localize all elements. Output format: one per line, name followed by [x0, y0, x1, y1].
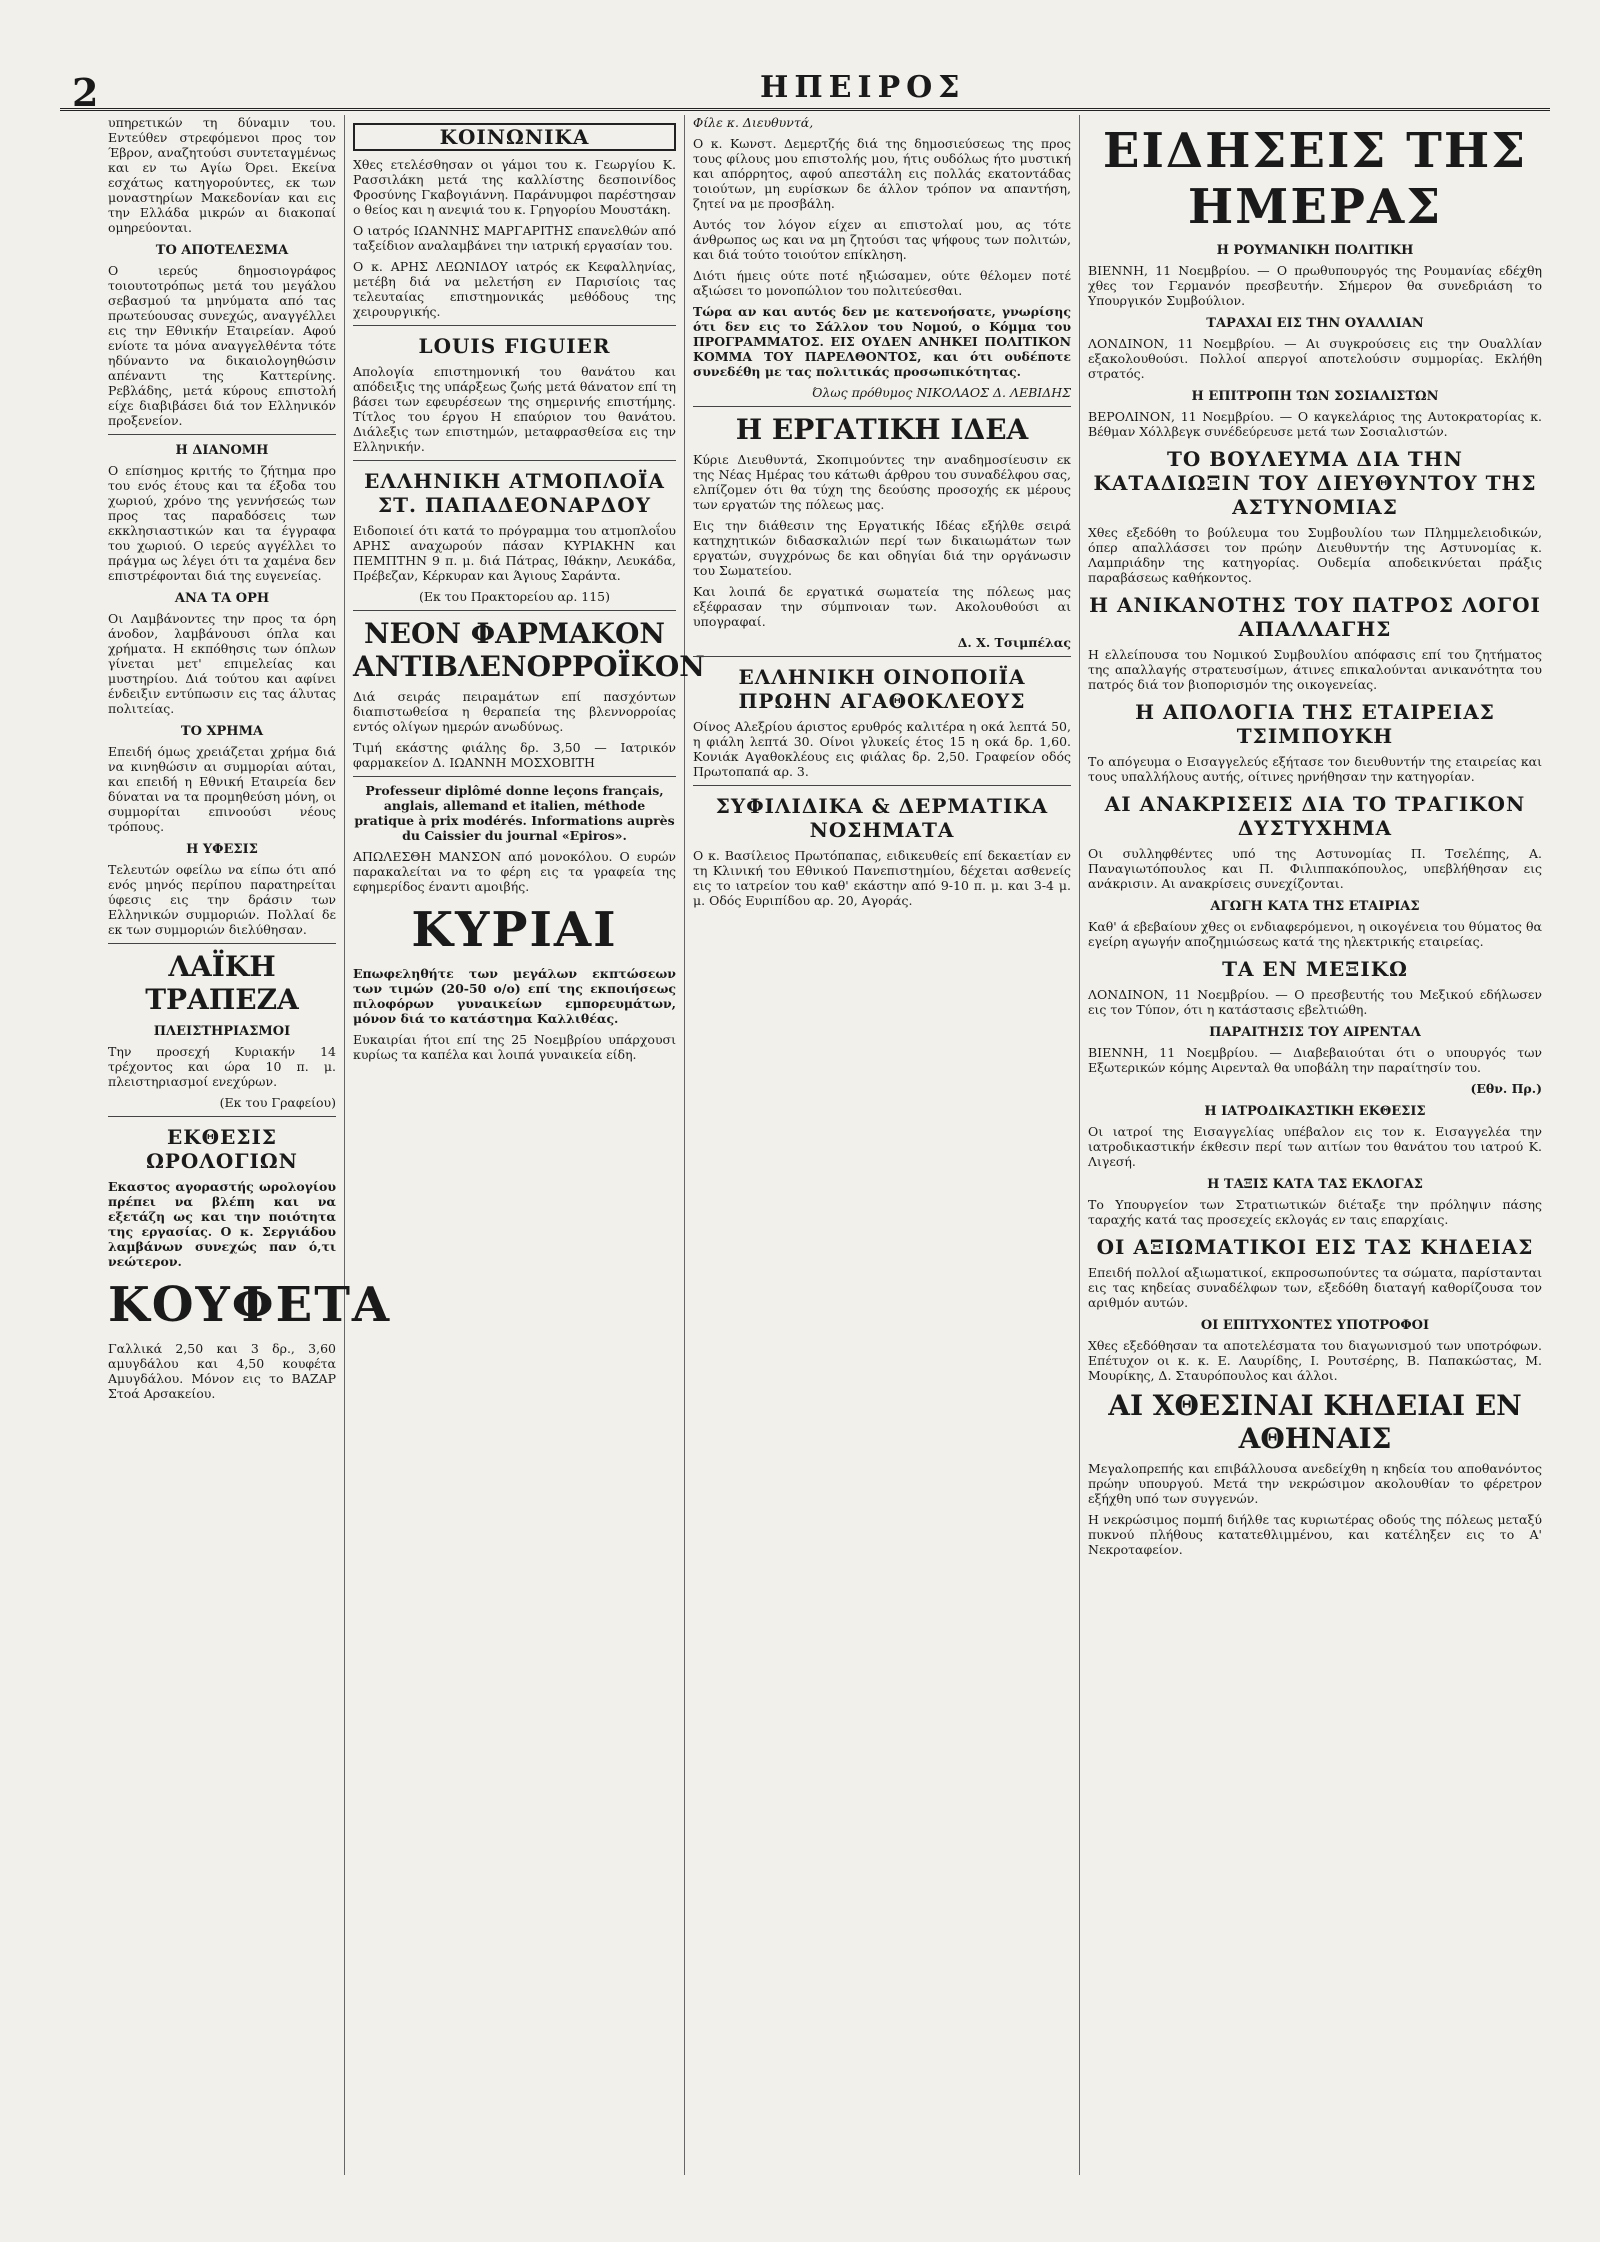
- news-heading: Η ΑΝΙΚΑΝΟΤΗΣ ΤΟΥ ΠΑΤΡΟΣ ΛΟΓΟΙ ΑΠΑΛΛΑΓΗΣ: [1089, 593, 1541, 641]
- section-heading: LOUIS FIGUIER: [418, 334, 611, 358]
- article-paragraph: Εις την διάθεσιν της Εργατικής Ιδέας εξήλθε σειρά κατηχητικών διδασκαλιών περί των δικαιωμάτων των εργατών, συγχρόνως δε και οδηγίαι διά την οργάνωσιν του Σωματείου.: [693, 518, 1071, 578]
- ad-text: Οίνος Αλεξρίου άριστος ερυθρός καλιτέρα η οκά λεπτά 50, η φιάλη λεπτά 30. Οίνοι γλυκείς έτος 15 η οκά δρ. 1,60. Κονιάκ Αγαθοκλέους εις φιάλας δρ. 2,50. Γραφείον οδός Πρωτοπαπά αρ. 3.: [693, 719, 1071, 779]
- news-heading: ΑΓΩΓΗ ΚΑΤΑ ΤΗΣ ΕΤΑΙΡΙΑΣ: [1210, 899, 1420, 914]
- article-signature: Δ. Χ. Τσιμπέλας: [957, 635, 1071, 650]
- divider: [353, 610, 676, 611]
- article-columns: [100, 115, 1550, 2175]
- ad-text: Ευκαιρίαι ήτοι επί της 25 Νοεμβρίου υπάρχουσι κυρίως τα καπέλα και λοιπά γυναικεία είδη.: [353, 1032, 676, 1062]
- article-paragraph: Επειδή όμως χρειάζεται χρήμα διά να κινηθώσιν αι συμμορίαι αύται, και επειδή η Εθνική Εταιρεία δεν δύναται να τα προμηθεύση μόνη, οι συμμορίται επινοούσι νέους τρόπους.: [108, 744, 336, 834]
- news-heading: ΟΙ ΕΠΙΤΥΧΟΝΤΕΣ ΥΠΟΤΡΟΦΟΙ: [1200, 1318, 1430, 1333]
- ad-title-watches: ΕΚΘΕΣΙΣ ΩΡΟΛΟΓΙΩΝ: [146, 1125, 298, 1173]
- section-heading: ΑΝΑ ΤΑ ΟΡΗ: [174, 591, 270, 606]
- ad-text: Επωφεληθήτε των μεγάλων εκπτώσεων των τιμών (20-50 ο/ο) επί της εκποιήσεως πιλοφόρων γυναικείων εμπορευμάτων, μόνον διά το κατάστημα Καλλιθέας.: [353, 966, 676, 1026]
- page-number: 2: [72, 70, 99, 115]
- news-paragraph: Επειδή πολλοί αξιωματικοί, εκπροσωπούντες τα σώματα, παρίστανται εις τας κηδείας συναδέλφων των, εξεδόθη διαταγή καθορίζουσα τον αριθμόν αυτών.: [1088, 1265, 1542, 1310]
- article-paragraph: Ο επίσημος κριτής το ζήτημα προ του ενός έτους και τα έξοδα του χωριού, χρόνο της γεννήσεώς των προς τας παραδόσεις των εκκλησιαστικών και τα έγγραφα του χωριού. Ο ιερεύς αγγέλλει το πράγμα ως λέγει ότι τα χαμένα δεν επιστρέφονται διά της ευγενείας.: [108, 463, 336, 583]
- ad-title-kyriai: ΚΥΡΙΑΙ: [411, 902, 618, 958]
- section-heading-social: ΚΟΙΝΩΝΙΚΑ: [353, 123, 676, 151]
- news-paragraph: Χθες εξεδόθησαν τα αποτελέσματα του διαγωνισμού των υποτρόφων. Επέτυχον οι κ. κ. Ε. Λαυρίδης, Ι. Ρουτσέρης, Β. Παπακώστας, Μ. Μουρίκης, Δ. Σταυρόπουλος και άλλοι.: [1088, 1338, 1542, 1383]
- news-paragraph: Η νεκρώσιμος πομπή διήλθε τας κυριωτέρας οδούς της πόλεως μεταξύ πυκνού πλήθους κατατεθλιμμένου, και κατέληξεν εις το Α' Νεκροταφείον.: [1088, 1512, 1542, 1557]
- ad-text-lessons: Professeur diplômé donne leçons français, anglais, allemand et italien, méthode pratique à prix modérés. Informations auprès du Caissier du journal «Epiros».: [354, 783, 675, 843]
- ad-title-steamship: ΕΛΛΗΝΙΚΗ ΑΤΜΟΠΛΟΪΑ ΣΤ. ΠΑΠΑΔΕΟΝΑΡΔΟΥ: [364, 469, 665, 517]
- article-paragraph: Αυτός τον λόγον είχεν αι επιστολαί μου, ας τότε άνθρωπος ως και να μη ζητούσι τας ψήφους των πολιτών, και διά τούτο τοιούτον επίκληση.: [693, 217, 1071, 262]
- ad-title-laiki-trapeza: ΛΑΪΚΗ ΤΡΑΠΕΖΑ: [145, 950, 299, 1016]
- news-paragraph: ΒΙΕΝΝΗ, 11 Νοεμβρίου. — Διαβεβαιούται ότι ο υπουργός των Εξωτερικών κόμης Αιρενταλ θα υποβάλη την παραίτησίν του.: [1088, 1045, 1542, 1075]
- news-paragraph: Οι συλληφθέντες υπό της Αστυνομίας Π. Τσελέπης, Α. Παναγιωτόπουλος και Π. Φιλιππακόπουλος, υπεβλήθησαν εις ανάκρισιν. Αι ανακρίσεις συνεχίζονται.: [1088, 846, 1542, 891]
- ad-title-medicine: ΝΕΟΝ ΦΑΡΜΑΚΟΝ ΑΝΤΙΒΛΕΝΟΡΡΟΪΚΟΝ: [353, 617, 705, 683]
- masthead: [60, 70, 1550, 115]
- news-paragraph: Μεγαλοπρεπής και επιβάλλουσα ανεδείχθη η κηδεία του αποθανόντος πρώην υπουργού. Μετά την νεκρώσιμον ακολουθίαν το φέρετρον εξήχθη υπό των συγγενών.: [1088, 1461, 1542, 1506]
- article-paragraph: Απολογία επιστημονική του θανάτου και απόδειξις της υπάρξεως ζωής μετά θάνατον επί τη βάσει των εφευρέσεων της σημερινής επιστήμης. Τίτλος του έργου Η επαύριον του θανάτου. Διάλεξις των επιστημών, μεταφρασθείσα εις την Ελληνικήν.: [353, 364, 676, 454]
- article-intro: υπηρετικών τη δύναμιν του. Εντεύθεν στρεφόμενοι προς τον Έβρον, αναζητούσι συντεταγμένως και εν τω Αγίω Όρει. Εκείνα εσχάτως κατηγορούντες, εκ των μοναστηρίων Μακεδονίαν και εις την Ελλάδα μικρών αι διακοπαί ομηρεύονται.: [108, 115, 336, 235]
- news-heading: ΑΙ ΑΝΑΚΡΙΣΕΙΣ ΔΙΑ ΤΟ ΤΡΑΓΙΚΟΝ ΔΥΣΤΥΧΗΜΑ: [1104, 792, 1526, 840]
- news-heading: Η ΡΟΥΜΑΝΙΚΗ ΠΟΛΙΤΙΚΗ: [1216, 243, 1414, 258]
- ad-text: Ο κ. Βασίλειος Πρωτόπαπας, ειδικευθείς επί δεκαετίαν εν τη Κλινική του Εθνικού Πανεπιστημίου, δέχεται ασθενείς εις το ιατρείον του καθ' εκάστην από 9-10 π. μ. και 3-4 μ. μ. Οδός Ευριπίδου αρ. 20, Αγοράς.: [693, 848, 1071, 908]
- news-paragraph: Χθες εξεδόθη το βούλευμα του Συμβουλίου των Πλημμελειοδικών, όπερ απαλλάσσει τον πρώην Διευθυντήν της Αστυνομίας κ. Λαμπριάδην της κατηγορίας. Ουδεμία αποδεικνύεται πράξις παραβάσεως καθήκοντος.: [1088, 525, 1542, 585]
- news-heading: ΤΑΡΑΧΑΙ ΕΙΣ ΤΗΝ ΟΥΑΛΛΙΑΝ: [1206, 316, 1424, 331]
- news-heading: ΠΑΡΑΙΤΗΣΙΣ ΤΟΥ ΑΙΡΕΝΤΑΛ: [1209, 1025, 1421, 1040]
- ad-title-koufeta: ΚΟΥΦΕΤΑ: [108, 1277, 392, 1333]
- column-4: [1080, 115, 1550, 2175]
- article-paragraph: Ο ιερεύς δημοσιογράφος τοιουτοτρόπως μετά του μεγάλου σεβασμού τα μηνύματα από τας πρωτεύουσας συνεχώς, αναγγέλλει εις την Εθνικήν Εταιρείαν. Αφού ενίοτε τα μόνα αναγγελθέντα τότε ηδύναντο να δικαιολογηθώσιν απέναντι της Καττερίνης. Ρεβλάδης, μετά κύρους επιστολή είχε διαβιβάσει διά τον Ελληνικόν προξενείον.: [108, 263, 336, 428]
- news-paragraph: ΛΟΝΔΙΝΟΝ, 11 Νοεμβρίου. — Αι συγκρούσεις εις την Ουαλλίαν εξακολουθούσι. Πολλοί απεργοί αποτελούσιν συμμορίας. Εκλήθη στρατός.: [1088, 336, 1542, 381]
- ad-text: Εκαστος αγοραστής ωρολογίου πρέπει να βλέπη και να εξετάζη ως και την ποιότητα της εργασίας. Ο κ. Σεργιάδου λαμβάνων συνεχώς παν ό,τι νεώτερον.: [108, 1179, 336, 1269]
- news-source: (Εθν. Πρ.): [1470, 1081, 1542, 1096]
- section-heading: ΤΟ ΧΡΗΜΑ: [180, 724, 264, 739]
- divider: [353, 325, 676, 326]
- ad-text: Διά σειράς πειραμάτων επί πασχόντων διαπιστωθείσα η θεραπεία της βλεννορροίας εντός ολίγων ημερών ανωδύνως.: [353, 689, 676, 734]
- ad-text: Ειδοποιεί ότι κατά το πρόγραμμα του ατμοπλοΐου ΑΡΗΣ αναχωρούν πάσαν ΚΥΡΙΑΚΗΝ και ΠΕΜΠΤΗΝ 9 π. μ. διά Πάτρας, Ιθάκην, Λευκάδα, Πρέβεζαν, Κέρκυραν και Άγιους Σαράντα.: [353, 523, 676, 583]
- news-heading: ΤΟ ΒΟΥΛΕΥΜΑ ΔΙΑ ΤΗΝ ΚΑΤΑΔΙΩΞΙΝ ΤΟΥ ΔΙΕΥΘΥΝΤΟΥ ΤΗΣ ΑΣΤΥΝΟΜΙΑΣ: [1093, 447, 1537, 519]
- ad-text: ΑΠΩΛΕΣΘΗ ΜΑΝΣΟΝ από μονοκόλου. Ο ευρών παρακαλείται να το φέρη εις τα γραφεία της εφημερίδος έναντι αμοιβής.: [353, 849, 676, 894]
- ad-text: Τιμή εκάστης φιάλης δρ. 3,50 — Ιατρικόν φαρμακείον Δ. ΙΩΑΝΝΗ ΜΟΣΧΟΒΙΤΗ: [353, 740, 676, 770]
- article-paragraph: Ο κ. Κωνστ. Δεμερτζής διά της δημοσιεύσεως της προς τους φίλους μου επιστολής μου, ήτις ουδόλως ήτο μυστική και απόρρητος, αφού απεστάλη εις πολλάς εκατοντάδας τοιούτων, μη ευρίσκων δε άλλον τρόπον να απαντήση, ζητεί να με προσβάλη.: [693, 136, 1071, 211]
- news-paragraph: ΒΕΡΟΛΙΝΟΝ, 11 Νοεμβρίου. — Ο καγκελάριος της Αυτοκρατορίας κ. Βέθμαν Χόλλβεγκ συνέδεύρευσε μετά των Σοσιαλιστών.: [1088, 409, 1542, 439]
- ad-signature: (Εκ του Γραφείου): [219, 1095, 336, 1110]
- column-2: [345, 115, 705, 2175]
- ad-title-winery: ΕΛΛΗΝΙΚΗ ΟΙΝΟΠΟΙΪΑ ΠΡΩΗΝ ΑΓΑΘΟΚΛΕΟΥΣ: [738, 665, 1026, 713]
- section-heading: Η ΥΦΕΣΙΣ: [186, 842, 258, 857]
- news-paragraph: ΛΟΝΔΙΝΟΝ, 11 Νοεμβρίου. — Ο πρεσβευτής του Μεξικού εδήλωσεν εις τον Τύπον, ότι η κατάστασις εβελτιώθη.: [1088, 987, 1542, 1017]
- article-paragraph: Χθες ετελέσθησαν οι γάμοι του κ. Γεωργίου Κ. Ρασσιλάκη μετά της καλλίστης δεσποινίδος Φροσύνης Γκαβογιάννη. Παράνυμφοι παρέστησαν ο θείος και η ανεψιά του κ. Γρηγορίου Μουστάκη.: [353, 157, 676, 217]
- news-paragraph: ΒΙΕΝΝΗ, 11 Νοεμβρίου. — Ο πρωθυπουργός της Ρουμανίας εδέχθη χθες τον Γερμανόν πρεσβευτήν. Σήμερον θα συνεδριάση το Υπουργικόν Συμβούλιον.: [1088, 263, 1542, 308]
- article-paragraph: Τώρα αν και αυτός δεν με κατενοήσατε, γνωρίσης ότι δεν εις το Σάλλον του Νομού, ο Κόμμα του ΠΡΟΓΡΑΜΜΑΤΟΣ. ΕΙΣ ΟΥΔΕΝ ΑΝΗΚΕΙ ΠΟΛΙΤΙΚΟΝ ΚΟΜΜΑ ΤΟΥ ΠΑΡΕΛΘΟΝΤΟΣ, και ότι ουδέποτε συνεδέθη με τας πολιτικάς προσωπικότητας.: [693, 304, 1071, 379]
- ad-text: Γαλλικά 2,50 και 3 δρ., 3,60 αμυγδάλου και 4,50 κουφέτα Αμυγδάλου. Μόνον εις το ΒΑΖΑΡ Στοά Αρσακείου.: [108, 1341, 336, 1401]
- news-heading: ΟΙ ΑΞΙΩΜΑΤΙΚΟΙ ΕΙΣ ΤΑΣ ΚΗΔΕΙΑΣ: [1096, 1235, 1534, 1259]
- divider: [693, 785, 1071, 786]
- ad-subtitle: ΠΛΕΙΣΤΗΡΙΑΣΜΟΙ: [153, 1024, 291, 1039]
- divider: [693, 656, 1071, 657]
- news-heading: Η ΤΑΞΙΣ ΚΑΤΑ ΤΑΣ ΕΚΛΟΓΑΣ: [1207, 1177, 1423, 1192]
- divider: [353, 776, 676, 777]
- news-heading: Η ΑΠΟΛΟΓΙΑ ΤΗΣ ΕΤΑΙΡΕΙΑΣ ΤΣΙΜΠΟΥΚΗ: [1135, 700, 1495, 748]
- section-heading-labor: Η ΕΡΓΑΤΙΚΗ ΙΔΕΑ: [735, 413, 1029, 446]
- article-paragraph: Διότι ήμεις ούτε ποτέ ηξιώσαμεν, ούτε θέλομεν ποτέ αξιώσει το μονοπώλιον του πολιτεύεσθαι.: [693, 268, 1071, 298]
- divider: [108, 943, 336, 944]
- news-paragraph: Η ελλείπουσα του Νομικού Συμβουλίου απόφασις επί του ζητήματος της απαλλαγής στρατευσίμων, άτινες επικαλούνται ανικανότητα του πατρός διά τον βιοπορισμόν της οικογενείας.: [1088, 647, 1542, 692]
- column-1: [100, 115, 392, 2175]
- article-paragraph: Οι Λαμβάνοντες την προς τα όρη άνοδον, λαμβάνουσι όπλα και χρήματα. Η εκπόθησις των όπλων γίνεται μετ' επιμελείας και μυστηρίου. Διά τούτου και αφίνει ένδειξιν εντύπωσιν εις τας άλυτας πολιτείας.: [108, 611, 336, 716]
- divider: [108, 434, 336, 435]
- divider: [353, 460, 676, 461]
- news-paragraph: Το απόγευμα ο Εισαγγελεύς εξήτασε τον διευθυντήν της εταιρείας και τους υπαλλήλους αυτής, οίτινες ηρνήθησαν την κατηγορίαν.: [1088, 754, 1542, 784]
- news-paragraph: Καθ' ά εβεβαίουν χθες οι ενδιαφερόμενοι, η οικογένεια του θύματος θα εγείρη αγωγήν αποζημιώσεως κατά της ηλεκτρικής εταιρείας.: [1088, 919, 1542, 949]
- article-paragraph: Και λοιπά δε εργατικά σωματεία της πόλεως μας εξέφρασαν την σύμπνοιαν των. Ακολουθούσι αι υπογραφαί.: [693, 584, 1071, 629]
- article-paragraph: Ο ιατρός ΙΩΑΝΝΗΣ ΜΑΡΓΑΡΙΤΗΣ επανελθών από ταξείδιον αναλαμβάνει την ιατρική εργασίαν του.: [353, 223, 676, 253]
- section-heading: ΤΟ ΑΠΟΤΕΛΕΣΜΑ: [155, 243, 289, 258]
- letter-signature: Όλως πρόθυμος ΝΙΚΟΛΑΟΣ Δ. ΛΕΒΙΔΗΣ: [812, 385, 1071, 400]
- news-heading: ΑΙ ΧΘΕΣΙΝΑΙ ΚΗΔΕΙΑΙ ΕΝ ΑΘΗΝΑΙΣ: [1108, 1389, 1522, 1455]
- ad-title-dermatology: ΣΥΦΙΛΙΔΙΚΑ & ΔΕΡΜΑΤΙΚΑ ΝΟΣΗΜΑΤΑ: [715, 794, 1049, 842]
- divider: [693, 406, 1071, 407]
- ad-signature: (Εκ του Πρακτορείου αρ. 115): [418, 589, 611, 604]
- news-paragraph: Το Υπουργείον των Στρατιωτικών διέταξε την πρόληψιν πάσης ταραχής κατά τας προσεχείς εκλογάς εν ταις επαρχίαις.: [1088, 1197, 1542, 1227]
- news-heading: Η ΙΑΤΡΟΔΙΚΑΣΤΙΚΗ ΕΚΘΕΣΙΣ: [1204, 1104, 1426, 1119]
- newspaper-title: ΗΠΕΙΡΟΣ: [760, 70, 966, 105]
- letter-salutation: Φίλε κ. Διευθυντά,: [693, 115, 814, 130]
- news-heading: ΤΑ ΕΝ ΜΕΞΙΚΩ: [1222, 957, 1408, 981]
- article-paragraph: Κύριε Διευθυντά, Σκοπιμούντες την αναδημοσίευσιν εκ της Νέας Ημέρας του κάτωθι άρθρου του συναδέλφου σας, ελπίζομεν ότι θα τύχη της δεούσης προσοχής εκ μέρους των εργατών της πόλεως μας.: [693, 452, 1071, 512]
- column-3: [685, 115, 1080, 2175]
- ad-text: Την προσεχή Κυριακήν 14 τρέχοντος και ώρα 10 π. μ. πλειστηριασμοί ενεχύρων.: [108, 1044, 336, 1089]
- section-heading: Η ΔΙΑΝΟΜΗ: [175, 443, 269, 458]
- article-paragraph: Τελευτών οφείλω να είπω ότι από ενός μηνός περίπου παρατηρείται ύφεσις εις την δράσιν των Ελληνικών συμμοριών. Πολλαί δε εκ των συμμοριών διελύθησαν.: [108, 862, 336, 937]
- section-heading-daily-news: ΕΙΔΗΣΕΙΣ ΤΗΣ ΗΜΕΡΑΣ: [1102, 123, 1528, 235]
- news-heading: Η ΕΠΙΤΡΟΠΗ ΤΩΝ ΣΟΣΙΑΛΙΣΤΩΝ: [1191, 389, 1439, 404]
- news-paragraph: Οι ιατροί της Εισαγγελίας υπέβαλον εις τον κ. Εισαγγελέα την ιατροδικαστικήν έκθεσιν περί των αιτίων του θανάτου του ιατρού Κ. Λιγεσή.: [1088, 1124, 1542, 1169]
- divider: [108, 1116, 336, 1117]
- article-paragraph: Ο κ. ΑΡΗΣ ΛΕΩΝΙΔΟΥ ιατρός εκ Κεφαλληνίας, μετέβη διά να μελετήση εν Παρισίοις τας τελευταίας επιστημονικάς μεθόδους της χειρουργικής.: [353, 259, 676, 319]
